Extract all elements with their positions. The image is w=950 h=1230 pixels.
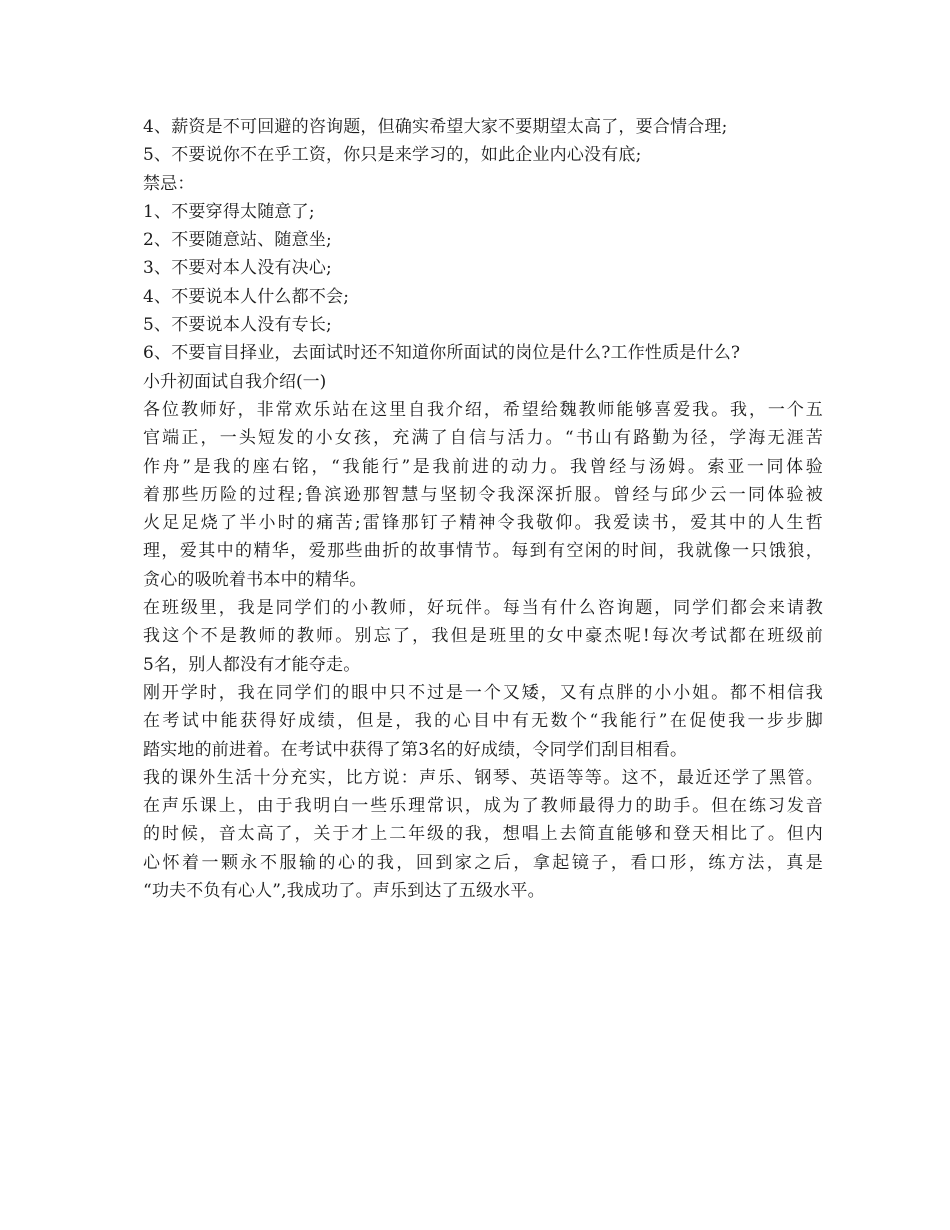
taboo-item-5: 5、不要说本人没有专长; <box>143 315 332 336</box>
tip-item-4: 4、薪资是不可回避的咨询题，但确实希望大家不要期望太高了，要合情合理; <box>143 117 728 137</box>
taboo-item-2: 2、不要随意站、随意坐; <box>143 230 332 251</box>
paragraph-4-line: “功夫不负有心人”,我成功了。声乐到达了五级水平。 <box>143 881 545 902</box>
paragraph-3-line: 刚开学时，我在同学们的眼中只不过是一个又矮，又有点胖的小小姐。都不相信我 <box>143 682 823 703</box>
taboo-heading: 禁忌： <box>143 173 195 194</box>
taboo-item-4: 4、不要说本人什么都不会; <box>143 286 350 307</box>
paragraph-4-line: 心怀着一颗永不服输的心的我，回到家之后，拿起镜子，看口形，练方法，真是 <box>143 852 823 873</box>
paragraph-4-line: 的时候，音太高了，关于才上二年级的我，想唱上去简直能够和登天相比了。但内 <box>143 824 823 845</box>
paragraph-2-line: 在班级里，我是同学们的小教师，好玩伴。每当有什么咨询题，同学们都会来请教 <box>143 598 823 619</box>
paragraph-2-line: 我这个不是教师的教师。别忘了，我但是班里的女中豪杰呢!每次考试都在班级前 <box>143 626 823 647</box>
document-page <box>143 113 823 905</box>
paragraph-1-line: 作舟”是我的座右铭，“我能行”是我前进的动力。我曾经与汤姆。索亚一同体验 <box>143 456 823 477</box>
paragraph-1-line: 理，爱其中的精华，爱那些曲折的故事情节。每到有空闲的时间，我就像一只饿狼， <box>143 541 823 562</box>
paragraph-3-line: 在考试中能获得好成绩，但是，我的心目中有无数个“我能行”在促使我一步步脚 <box>143 711 823 732</box>
paragraph-1-line: 官端正，一头短发的小女孩，充满了自信与活力。“书山有路勤为径，学海无涯苦 <box>143 428 823 449</box>
taboo-item-1: 1、不要穿得太随意了; <box>143 201 315 222</box>
paragraph-1-line: 贪心的吸吮着书本中的精华。 <box>143 569 367 590</box>
section-title: 小升初面试自我介绍(一) <box>143 371 327 392</box>
paragraph-2-line: 5名，别人都没有才能夺走。 <box>143 654 361 675</box>
paragraph-3-line: 踏实地的前进着。在考试中获得了第3名的好成绩，令同学们刮目相看。 <box>143 739 688 760</box>
paragraph-4-line: 我的课外生活十分充实，比方说：声乐、钢琴、英语等等。这不，最近还学了黑管。 <box>143 767 823 788</box>
tip-item-5: 5、不要说你不在乎工资，你只是来学习的，如此企业内心没有底; <box>143 145 642 166</box>
taboo-item-6: 6、不要盲目择业，去面试时还不知道你所面试的岗位是什么?工作性质是什么? <box>143 343 741 364</box>
paragraph-4-line: 在声乐课上，由于我明白一些乐理常识，成为了教师最得力的助手。但在练习发音 <box>143 796 823 817</box>
paragraph-1-line: 着那些历险的过程;鲁滨逊那智慧与坚韧令我深深折服。曾经与邱少云一同体验被 <box>143 484 823 505</box>
paragraph-1-line: 火足足烧了半小时的痛苦;雷锋那钉子精神令我敬仰。我爱读书，爱其中的人生哲 <box>143 513 823 534</box>
taboo-item-3: 3、不要对本人没有决心; <box>143 258 332 279</box>
paragraph-1-line: 各位教师好，非常欢乐站在这里自我介绍，希望给魏教师能够喜爱我。我，一个五 <box>143 399 823 420</box>
